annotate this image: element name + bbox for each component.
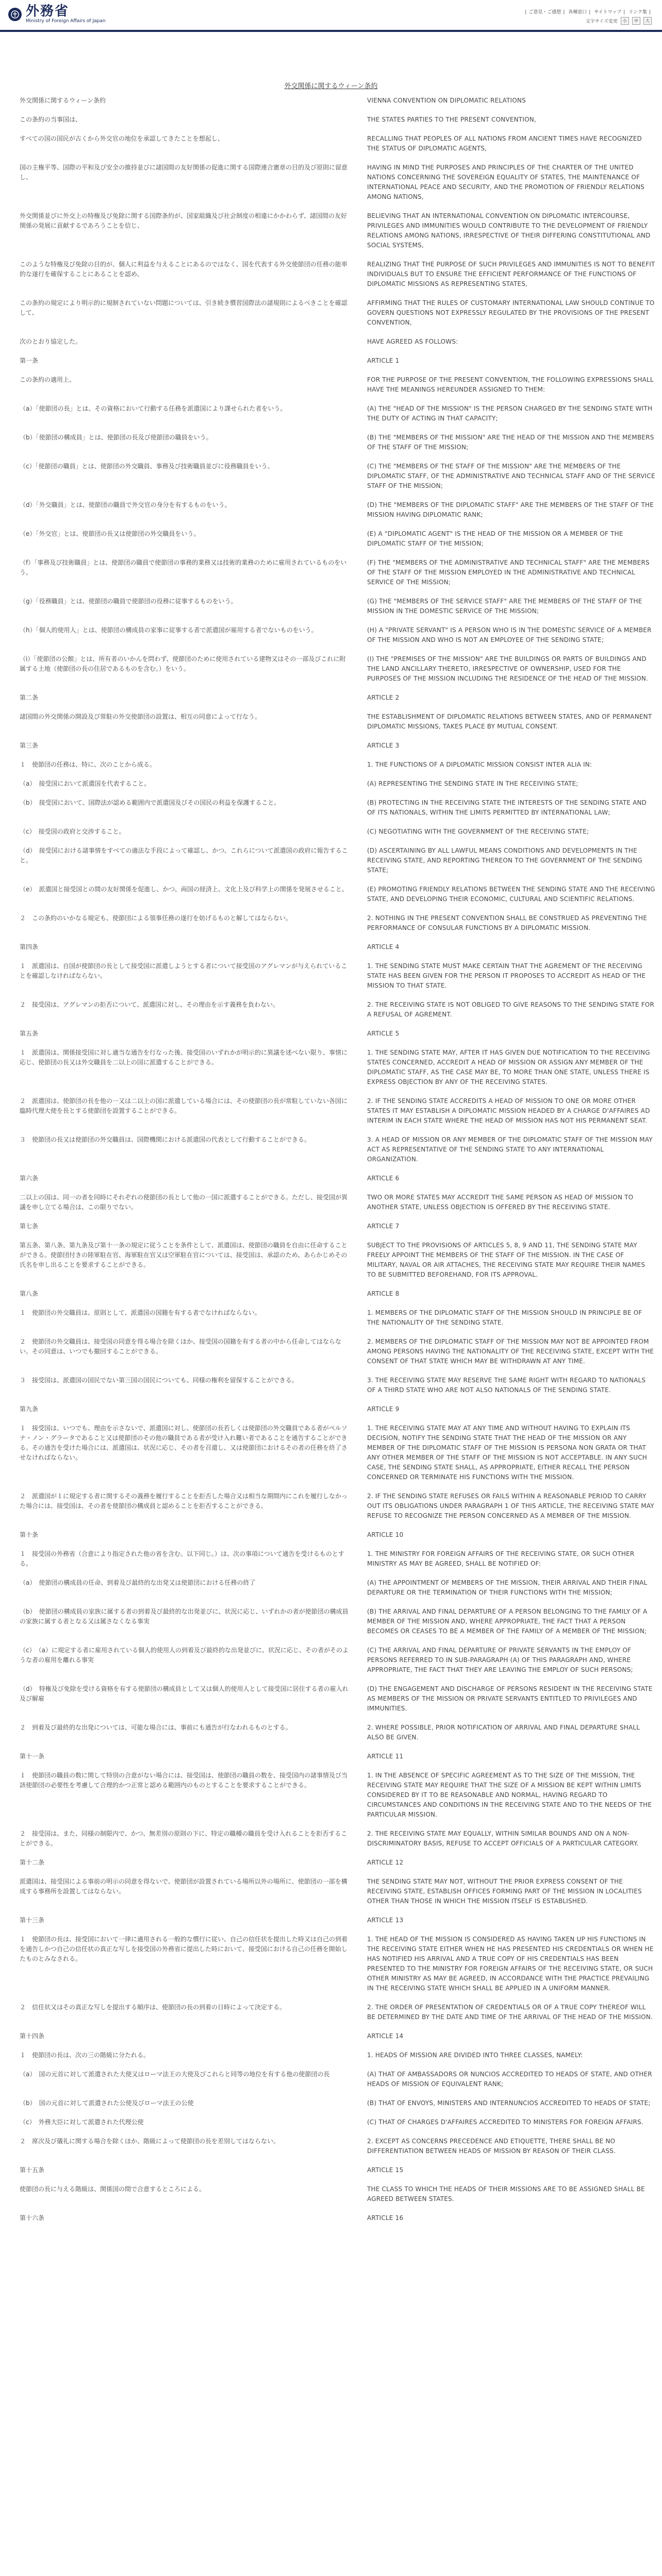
japanese-text: （e）「外交官」とは、使節団の長又は使節団の外交職員をいう。 (20, 530, 200, 537)
japanese-text: １ 使節団の長は、次の三の階級に分たれる。 (20, 2052, 150, 2059)
japanese-text: １ 使節団の外交職員は、原則として、派遣国の国籍を有する者でなければならない。 (20, 1309, 261, 1316)
table-row (12, 260, 656, 298)
table-row (12, 2184, 656, 2213)
japanese-text: （g）「役務職員」とは、使節団の職員で使節団の役務に従事するものをいう。 (20, 598, 237, 605)
table-row (12, 846, 656, 885)
japanese-text: 次のとおり協定した。 (20, 338, 82, 345)
english-text: 3. THE RECEIVING STATE MAY RESERVE THE SAME RIGHT WITH REGARD TO NATIONALS OF A THIRD STATE WHO ARE NOT ALSO NATIONALS OF THE SENDING STATE. (367, 1377, 646, 1394)
table-row (12, 1752, 656, 1771)
paulownia-crest-icon (8, 8, 22, 21)
table-row (12, 1530, 656, 1549)
table-row (12, 1096, 656, 1135)
english-text: (B) THE ARRIVAL AND FINAL DEPARTURE OF A PERSON BELONGING TO THE FAMILY OF A MEMBER OF THE MISSION AND, WHERE APPROPRIATE, THE FACT THAT A PERSON BECOMES OR CEASES TO BE A MEMBER OF THE FAMILY OF A MEMBER OF THE MISSION; (367, 1608, 648, 1635)
table-row (12, 693, 656, 712)
english-text: 1. THE FUNCTIONS OF A DIPLOMATIC MISSION CONSIST INTER ALIA IN: (367, 761, 592, 768)
table-row (12, 356, 656, 375)
japanese-text: ３ 接受国は、派遣国の国民でない第三国の国民についても、同様の権利を留保することができる。 (20, 1377, 298, 1384)
english-text: (C) THE "MEMBERS OF THE STAFF OF THE MISSION" ARE THE MEMBERS OF THE DIPLOMATIC STAFF, OF THE ADMINISTRATIVE AND TECHNICAL STAFF AND OF THE SERVICE STAFF OF THE MISSION; (367, 463, 655, 489)
japanese-text: ２ 派遣国が１に規定する者に関するその義務を履行することを拒否した場合又は相当な期間内にこれを履行しなかった場合には、接受国は、その者を使節団の構成員と認めることを拒否することができる。 (20, 1493, 348, 1510)
english-text: ARTICLE 7 (367, 1223, 400, 1230)
table-row (12, 500, 656, 529)
english-text: (F) THE "MEMBERS OF THE ADMINISTRATIVE AND TECHNICAL STAFF" ARE THE MEMBERS OF THE STAFF OF THE MISSION EMPLOYED IN THE ADMINISTRATIVE AND TECHNICAL SERVICE OF THE MISSION; (367, 559, 650, 586)
table-row (12, 298, 656, 337)
japanese-text: １ 使節団の長は、接受国において一律に適用される一般的な慣行に従い、自己の信任状を提出した時又は自己の到着を通告しかつ自己の信任状の真正な写しを接受国の外務省に提出した時において、接受国における自己の任務を開始したものとみなされる。 (20, 1936, 348, 1962)
english-text: (C) NEGOTIATING WITH THE GOVERNMENT OF THE RECEIVING STATE; (367, 828, 589, 835)
english-text: ARTICLE 3 (367, 742, 400, 749)
english-text: (I) THE "PREMISES OF THE MISSION" ARE THE BUILDINGS OR PARTS OF BUILDINGS AND THE LAND ANCILLARY THERETO, IRRESPECTIVE OF OWNERSHIP, USED FOR THE PURPOSES OF THE MISSION INCLUDING THE RESIDENCE OF THE HEAD OF THE MISSION. (367, 655, 649, 682)
link-feedback[interactable]: ご意見・ご感想 (528, 10, 561, 15)
japanese-text: ２ 接受国は、また、同様の制限内で、かつ、無差別の原則の下に、特定の職種の職員を受け入れることを拒否することができる。 (20, 1830, 347, 1847)
table-row (12, 2031, 656, 2050)
english-text: ARTICLE 14 (367, 2032, 404, 2040)
site-logo[interactable] (8, 4, 106, 24)
english-text: (C) THAT OF CHARGES D'AFFAIRES ACCREDITED TO MINISTERS FOR FOREIGN AFFAIRS. (367, 2119, 643, 2126)
table-row (12, 2003, 656, 2031)
english-text: (A) REPRESENTING THE SENDING STATE IN THE RECEIVING STATE; (367, 780, 578, 787)
link-windows[interactable]: 各種窓口 (568, 10, 587, 15)
english-text: 2. IF THE SENDING STATE REFUSES OR FAILS WITHIN A REASONABLE PERIOD TO CARRY OUT ITS OBLIGATIONS UNDER PARAGRAPH 1 OF THIS ARTICLE, THE RECEIVING STATE MAY REFUSE TO RECOGNIZE THE PERSON CONCERNED AS A MEMBER OF THE MISSION. (367, 1493, 654, 1519)
japanese-text: 第十二条 (20, 1859, 45, 1866)
table-row (12, 462, 656, 500)
japanese-text: （c） 外務大臣に対して派遣された代理公使 (20, 2119, 144, 2126)
table-row (12, 1337, 656, 1376)
english-text: ARTICLE 8 (367, 1290, 400, 1297)
link-links[interactable]: リンク集 (628, 10, 647, 15)
japanese-text: 第十五条 (20, 2166, 45, 2174)
table-row (12, 2137, 656, 2165)
table-row (12, 2050, 656, 2070)
english-text: THE CLASS TO WHICH THE HEADS OF THEIR MISSIONS ARE TO BE ASSIGNED SHALL BE AGREED BETWEEN STATES. (367, 2185, 645, 2202)
japanese-text: 二以上の国は、同一の者を同時にそれぞれの使節団の長として他の一国に派遣することができる。ただし、接受国が異議を申し立てる場合は、この限りでない。 (20, 1194, 348, 1211)
font-large-button[interactable]: 大 (643, 17, 652, 25)
english-text: (B) PROTECTING IN THE RECEIVING STATE THE INTERESTS OF THE SENDING STATE AND OF ITS NATIONALS, WITHIN THE LIMITS PERMITTED BY INTERNATIONAL LAW; (367, 799, 647, 816)
english-text: RECALLING THAT PEOPLES OF ALL NATIONS FROM ANCIENT TIMES HAVE RECOGNIZED THE STATUS OF DIPLOMATIC AGENTS, (367, 135, 642, 152)
english-text: ARTICLE 2 (367, 694, 400, 701)
english-text: ARTICLE 13 (367, 1917, 404, 1924)
table-row (12, 1241, 656, 1289)
japanese-text: 外交関係に関するウィーン条約 (20, 97, 106, 104)
english-text: 1. HEADS OF MISSION ARE DIVIDED INTO THREE CLASSES, NAMELY: (367, 2052, 583, 2059)
english-text: ARTICLE 12 (367, 1859, 404, 1866)
table-row (12, 827, 656, 846)
font-size-tools (586, 17, 652, 25)
japanese-text: 第四条 (20, 943, 39, 951)
table-row (12, 2165, 656, 2184)
table-row (12, 1916, 656, 1935)
table-row (12, 115, 656, 134)
table-row (12, 1193, 656, 1222)
japanese-text: この条約の規定により明示的に規制されていない問題については、引き続き慣習国際法の諸規則によるべきことを確認して、 (20, 299, 347, 316)
table-row (12, 1578, 656, 1607)
english-text: 2. THE RECEIVING STATE IS NOT OBLIGED TO GIVE REASONS TO THE SENDING STATE FOR A REFUSAL OF AGREMENT. (367, 1001, 654, 1018)
table-row (12, 712, 656, 741)
japanese-text: 第十条 (20, 1531, 39, 1538)
english-text: VIENNA CONVENTION ON DIPLOMATIC RELATIONS (367, 97, 526, 104)
japanese-text: （b） 国の元首に対して派遣された公使及びローマ法王の公使 (20, 2099, 194, 2107)
table-row (12, 1000, 656, 1029)
japanese-text: （d） 特権及び免除を受ける資格を有する使節団の構成員として又は個人的使用人として接受国に居住する者の雇入れ及び解雇 (20, 1685, 349, 1702)
japanese-text: （b） 使節団の構成員の家族に属する者の到着及び最終的な出発並びに、状況に応じ、いずれかの者が使節団の構成員の家族に属する者となる又は属さなくなる事実 (20, 1608, 349, 1625)
japanese-text: （a） 国の元首に対して派遣された大使又はローマ法王の大使及びこれらと同等の地位を有する他の使節団の長 (20, 2071, 330, 2078)
japanese-text: （i）「使節団の公館」とは、所有者のいかんを問わず、使節団のために使用されている建物又はその一部及びこれに附属する土地（使節団の長の住居であるものを含む。）をいう。 (20, 655, 346, 672)
japanese-text: 第五条 (20, 1030, 39, 1037)
table-row (12, 433, 656, 462)
logo-japanese: 外務省 (26, 4, 70, 19)
english-text: 2. IF THE SENDING STATE ACCREDITS A HEAD OF MISSION TO ONE OR MORE OTHER STATES IT MAY ESTABLISH A DIPLOMATIC MISSION HEADED BY A CHARGE D'AFFAIRES AD INTERIM IN EACH STATE WHERE THE HEAD OF MISSION HAS NOT HIS PERMANENT SEAT. (367, 1097, 650, 1124)
japanese-text: 国の主権平等、国際の平和及び安全の維持並びに諸国間の友好関係の促進に関する国際連合憲章の目的及び原則に留意し、 (20, 164, 348, 181)
english-text: ARTICLE 6 (367, 1175, 400, 1182)
table-row (12, 885, 656, 913)
japanese-text: １ 使節団の職員の数に関して特別の合意がない場合には、接受国は、使節団の職員の数を、接受国内の諸事情及び当該使節団の必要性を考慮して合理的かつ正常と認める範囲内のものとすることを要求することができる。 (20, 1772, 348, 1789)
treaty-document (12, 80, 655, 2232)
japanese-text: 第十一条 (20, 1753, 45, 1760)
japanese-text: この条約の適用上、 (20, 376, 76, 383)
japanese-text: １ 接受国の外務省（合意により指定された他の省を含む。以下同じ。）は、次の事項について通告を受けるものとする。 (20, 1550, 344, 1567)
english-text: 2. MEMBERS OF THE DIPLOMATIC STAFF OF THE MISSION MAY NOT BE APPOINTED FROM AMONG PERSONS HAVING THE NATIONALITY OF THE RECEIVING STATE, EXCEPT WITH THE CONSENT OF THAT STATE WHICH MAY BE WITHDRAWN AT ANY TIME. (367, 1338, 654, 1365)
table-row (12, 597, 656, 625)
english-text: (B) THE "MEMBERS OF THE MISSION" ARE THE HEAD OF THE MISSION AND THE MEMBERS OF THE STAFF OF THE MISSION; (367, 434, 654, 451)
english-text: AFFIRMING THAT THE RULES OF CUSTOMARY INTERNATIONAL LAW SHOULD CONTINUE TO GOVERN QUESTIONS NOT EXPRESSLY REGULATED BY THE PROVISIONS OF THE PRESENT CONVENTION, (367, 299, 655, 326)
japanese-text: ２ 信任状又はその真正な写しを提出する順序は、使節団の長の到着の日時によって決定する。 (20, 2004, 286, 2011)
japanese-text: 第十四条 (20, 2032, 45, 2040)
font-small-button[interactable]: 小 (621, 17, 629, 25)
table-row (12, 1492, 656, 1530)
english-text: ARTICLE 10 (367, 1531, 404, 1538)
english-text: ARTICLE 9 (367, 1405, 400, 1413)
japanese-text: ２ 使節団の外交職員は、接受国の同意を得る場合を除くほか、接受国の国籍を有する者の中から任命してはならない。その同意は、いつでも撤回することができる。 (20, 1338, 342, 1355)
english-text: THE SENDING STATE MAY NOT, WITHOUT THE PRIOR EXPRESS CONSENT OF THE RECEIVING STATE, ESTABLISH OFFICES FORMING PART OF THE MISSION IN LOCALITIES OTHER THAN THOSE IN WHICH THE MISSION ITSELF IS ESTABLISHED. (367, 1878, 642, 1905)
english-text: (D) ASCERTAINING BY ALL LAWFUL MEANS CONDITIONS AND DEVELOPMENTS IN THE RECEIVING STATE, AND REPORTING THEREON TO THE GOVERNMENT OF THE SENDING STATE; (367, 847, 642, 874)
table-row (12, 1771, 656, 1829)
table-row (12, 1376, 656, 1404)
english-text: (D) THE ENGAGEMENT AND DISCHARGE OF PERSONS RESIDENT IN THE RECEIVING STATE AS MEMBERS OF THE MISSION OR PRIVATE SERVANTS ENTITLED TO PRIVILEGES AND IMMUNITIES. (367, 1685, 653, 1712)
english-text: (A) THAT OF AMBASSADORS OR NUNCIOS ACCREDITED TO HEADS OF STATE, AND OTHER HEADS OF MISSION OF EQUIVALENT RANK; (367, 2071, 652, 2088)
japanese-text: １ 使節団の任務は、特に、次のことから成る。 (20, 761, 156, 768)
english-text: (H) A "PRIVATE SERVANT" IS A PERSON WHO IS IN THE DOMESTIC SERVICE OF A MEMBER OF THE MISSION AND WHO IS NOT AN EMPLOYEE OF THE SENDING STATE; (367, 626, 652, 643)
japanese-text: ２ この条約のいかなる規定も、使節団による領事任務の遂行を妨げるものと解してはならない。 (20, 914, 292, 922)
english-text: ARTICLE 1 (367, 357, 400, 364)
japanese-text: （f）「事務及び技術職員」とは、使節団の職員で使節団の事務的業務又は技術的業務のために雇用されているものをいう。 (20, 559, 347, 576)
japanese-text: ２ 到着及び最終的な出発については、可能な場合には、事前にも通告が行なわれるものとする。 (20, 1724, 292, 1731)
japanese-text: （a）「使節団の長」とは、その資格において行動する任務を派遣国により課せられた者をいう。 (20, 405, 287, 412)
japanese-text: （c） （a）に規定する者に雇用されている個人的使用人の到着及び最終的な出発並びに、状況に応じ、その者がそのような者の雇用を離れる事実 (20, 1647, 349, 1664)
table-row (12, 404, 656, 433)
english-text: (G) THE "MEMBERS OF THE SERVICE STAFF" ARE THE MEMBERS OF THE STAFF OF THE MISSION IN THE DOMESTIC SERVICE OF THE MISSION; (367, 598, 642, 615)
table-row (12, 1222, 656, 1241)
english-text: 2. EXCEPT AS CONCERNS PRECEDENCE AND ETIQUETTE, THERE SHALL BE NO DIFFERENTIATION BETWEEN HEADS OF MISSION BY REASON OF THEIR CLASS. (367, 2138, 616, 2155)
japanese-text: 第三条 (20, 742, 39, 749)
english-text: REALIZING THAT THE PURPOSE OF SUCH PRIVILEGES AND IMMUNITIES IS NOT TO BENEFIT INDIVIDUALS BUT TO ENSURE THE EFFICIENT PERFORMANCE OF THE FUNCTIONS OF DIPLOMATIC MISSIONS AS REPRESENTING STATES, (367, 261, 655, 287)
english-text: ARTICLE 5 (367, 1030, 400, 1037)
english-text: (A) THE "HEAD OF THE MISSION" IS THE PERSON CHARGED BY THE SENDING STATE WITH THE DUTY OF ACTING IN THAT CAPACITY; (367, 405, 653, 422)
table-row (12, 134, 656, 163)
table-row (12, 1549, 656, 1578)
japanese-text: 第十六条 (20, 2214, 45, 2222)
font-medium-button[interactable]: 中 (632, 17, 640, 25)
english-text: SUBJECT TO THE PROVISIONS OF ARTICLES 5, 8, 9 AND 11, THE SENDING STATE MAY FREELY APPOINT THE MEMBERS OF THE STAFF OF THE MISSION. IN THE CASE OF MILITARY, NAVAL OR AIR ATTACHES, THE RECEIVING STATE MAY REQUIRE THEIR NAMES TO BE SUBMITTED BEFOREHAND, FOR ITS APPROVAL. (367, 1242, 646, 1278)
english-text: 1. IN THE ABSENCE OF SPECIFIC AGREEMENT AS TO THE SIZE OF THE MISSION, THE RECEIVING STATE MAY REQUIRE THAT THE SIZE OF A MISSION BE KEPT WITHIN LIMITS CONSIDERED BY IT TO BE REASONABLE AND NORMAL, HAVING REGARD TO CIRCUMSTANCES AND CONDITIONS IN THE RECEIVING STATE AND TO THE NEEDS OF THE PARTICULAR MISSION. (367, 1772, 652, 1818)
japanese-text: １ 接受国は、いつでも、理由を示さないで、派遣国に対し、使節団の長若しくは使節団の外交職員である者がペルソナ・ノン・グラータであること又は使節団のその他の職員である者が受け入れ難い者であることを通告することができる。その通告を受けた場合には、派遣国は、状況に応じ、その者を召還し、又は使節団におけるその者の任務を終了させなければならない。 (20, 1425, 348, 1461)
japanese-text: （d）「外交職員」とは、使節団の職員で外交官の身分を有するものをいう。 (20, 501, 231, 509)
japanese-text: （d） 接受国における諸事情をすべての適法な手段によって確認し、かつ、これらについて派遣国の政府に報告すること。 (20, 847, 348, 864)
table-row (12, 2213, 656, 2232)
japanese-text: 第二条 (20, 694, 39, 701)
table-row (12, 741, 656, 760)
table-row (12, 760, 656, 779)
japanese-text: ２ 派遣国は、使節団の長を他の一又は二以上の国に派遣している場合には、その使節団の長が常駐していない各国に臨時代理大使を長とする使節団を設置することができる。 (20, 1097, 348, 1114)
table-row (12, 779, 656, 798)
japanese-text: ２ 接受国は、アグレマンの拒否について、派遣国に対し、その理由を示す義務を負わない。 (20, 1001, 279, 1008)
table-row (12, 1423, 656, 1492)
table-row (12, 1646, 656, 1684)
japanese-text: 第五条、第八条、第九条及び第十一条の規定に従うことを条件として、派遣国は、使節団の職員を自由に任命することができる。使節団付きの陸軍駐在官、海軍駐在官又は空軍駐在官については、接受国は、承認のため、あらかじめその氏名を申し出ることを要求することができる。 (20, 1242, 347, 1268)
table-row (12, 1858, 656, 1877)
treaty-table (12, 96, 656, 2232)
table-row (12, 1029, 656, 1048)
english-text: ARTICLE 16 (367, 2214, 404, 2222)
table-row (12, 1607, 656, 1646)
table-row (12, 1174, 656, 1193)
english-text: TWO OR MORE STATES MAY ACCREDIT THE SAME PERSON AS HEAD OF MISSION TO ANOTHER STATE, UNLESS OBJECTION IS OFFERED BY THE RECEIVING STATE. (367, 1194, 634, 1211)
logo-english: Ministry of Foreign Affairs of Japan (26, 19, 106, 24)
table-row (12, 337, 656, 356)
english-text: (E) PROMOTING FRIENDLY RELATIONS BETWEEN THE SENDING STATE AND THE RECEIVING STATE, AND DEVELOPING THEIR ECONOMIC, CULTURAL AND SCIENTIFIC RELATIONS. (367, 886, 655, 903)
site-header (0, 0, 662, 32)
english-text: HAVING IN MIND THE PURPOSES AND PRINCIPLES OF THE CHARTER OF THE UNITED NATIONS CONCERNING THE SOVEREIGN EQUALITY OF STATES, THE MAINTENANCE OF INTERNATIONAL PEACE AND SECURITY, AND THE PROMOTION OF FRIENDLY RELATIONS AMONG NATIONS, (367, 164, 644, 200)
table-row (12, 1404, 656, 1423)
font-size-label: 文字サイズ変更 (585, 19, 618, 24)
japanese-text: 外交関係並びに外交上の特権及び免除に関する国際条約が、国家組織及び社会制度の相違にかかわらず、諸国間の友好関係の発展に貢献するであろうことを信じ、 (20, 212, 347, 229)
japanese-text: 第六条 (20, 1175, 39, 1182)
japanese-text: （h）「個人的使用人」とは、使節団の構成員の家事に従事する者で派遣国が雇用する者でないものをいう。 (20, 626, 318, 634)
table-row (12, 2117, 656, 2137)
english-text: 2. WHERE POSSIBLE, PRIOR NOTIFICATION OF ARRIVAL AND FINAL DEPARTURE SHALL ALSO BE GIVEN. (367, 1724, 640, 1741)
table-row (12, 1723, 656, 1752)
japanese-text: ２ 席次及び儀礼に関する場合を除くほか、階級によって使節団の長を差別してはならない。 (20, 2138, 280, 2145)
table-row (12, 1048, 656, 1096)
japanese-text: （b） 接受国において、国際法が認める範囲内で派遣国及びその国民の利益を保護すること。 (20, 799, 280, 806)
japanese-text: （c）「使節団の職員」とは、使節団の外交職員、事務及び技術職員並びに役務職員をいう。 (20, 463, 274, 470)
english-text: THE STATES PARTIES TO THE PRESENT CONVENTION, (367, 116, 536, 123)
english-text: 2. THE RECEIVING STATE MAY EQUALLY, WITHIN SIMILAR BOUNDS AND ON A NON-DISCRIMINATORY BASIS, REFUSE TO ACCEPT OFFICIALS OF A PARTICULAR CATEGORY. (367, 1830, 639, 1847)
english-text: (B) THAT OF ENVOYS, MINISTERS AND INTERNUNCIOS ACCREDITED TO HEADS OF STATE; (367, 2099, 651, 2107)
japanese-text: １ 派遣国は、関係接受国に対し適当な通告を行なった後、接受国のいずれかが明示的に異議を述べない限り、事情に応じ、使節団の長又は外交職員を二以上の国に派遣することができる。 (20, 1049, 348, 1066)
table-row (12, 96, 656, 115)
table-row (12, 798, 656, 827)
english-text: BELIEVING THAT AN INTERNATIONAL CONVENTION ON DIPLOMATIC INTERCOURSE, PRIVILEGES AND IMMUNITIES WOULD CONTRIBUTE TO THE DEVELOPMENT OF FRIENDLY RELATIONS AMONG NATIONS, IRRESPECTIVE OF THEIR DIFFERING CONSTITUTIONAL AND SOCIAL SYSTEMS, (367, 212, 651, 249)
japanese-text: このような特権及び免除の目的が、個人に利益を与えることにあるのではなく、国を代表する外交使節団の任務の能率的な遂行を確保することにあることを認め、 (20, 261, 347, 278)
english-text: 2. NOTHING IN THE PRESENT CONVENTION SHALL BE CONSTRUED AS PREVENTING THE PERFORMANCE OF CONSULAR FUNCTIONS BY A DIPLOMATIC MISSION. (367, 914, 648, 931)
japanese-text: 第九条 (20, 1405, 39, 1413)
table-row (12, 1684, 656, 1723)
page-title: 外交関係に関するウィーン条約 (284, 82, 378, 90)
table-row (12, 913, 656, 942)
table-row (12, 961, 656, 1000)
english-text: 1. THE HEAD OF THE MISSION IS CONSIDERED AS HAVING TAKEN UP HIS FUNCTIONS IN THE RECEIVING STATE EITHER WHEN HE HAS PRESENTED HIS CREDENTIALS OR WHEN HE HAS NOTIFIED HIS ARRIVAL AND A TRUE COPY OF HIS CREDENTIALS HAS BEEN PRESENTED TO THE MINISTRY FOR FOREIGN AFFAIRS OF THE RECEIVING STATE, OR SUCH OTHER MINISTRY AS MAY BE AGREED, IN ACCORDANCE WITH THE PRACTICE PREVAILING IN THE RECEIVING STATE WHICH SHALL BE APPLIED IN A UNIFORM MANNER. (367, 1936, 654, 1992)
english-text: 1. THE RECEIVING STATE MAY AT ANY TIME AND WITHOUT HAVING TO EXPLAIN ITS DECISION, NOTIFY THE SENDING STATE THAT THE HEAD OF THE MISSION OR ANY MEMBER OF THE DIPLOMATIC STAFF OF THE MISSION IS PERSONA NON GRATA OR THAT ANY OTHER MEMBER OF THE STAFF OF THE MISSION IS NOT ACCEPTABLE. IN ANY SUCH CASE, THE SENDING STATE SHALL, AS APPROPRIATE, EITHER RECALL THE PERSON CONCERNED OR TERMINATE HIS FUNCTIONS WITH THE MISSION. (367, 1425, 647, 1481)
table-row (12, 1935, 656, 2003)
japanese-text: すべての国の国民が古くから外交官の地位を承認してきたことを想起し、 (20, 135, 224, 142)
table-row (12, 558, 656, 597)
english-text: (C) THE ARRIVAL AND FINAL DEPARTURE OF PRIVATE SERVANTS IN THE EMPLOY OF PERSONS REFERRED TO IN SUB-PARAGRAPH (A) OF THIS PARAGRAPH AND, WHERE APPROPRIATE, THE FACT THAT THEY ARE LEAVING THE EMPLOY OF SUCH PERSONS; (367, 1647, 633, 1673)
header-links: | ご意見・ご感想 | 各種窓口 | サイトマップ | リンク集 | (525, 10, 651, 15)
english-text: (E) A "DIPLOMATIC AGENT" IS THE HEAD OF THE MISSION OR A MEMBER OF THE DIPLOMATIC STAFF OF THE MISSION; (367, 530, 623, 547)
table-row (12, 375, 656, 404)
table-row (12, 163, 656, 211)
japanese-text: （b）「使節団の構成員」とは、使節団の長及び使節団の職員をいう。 (20, 434, 212, 441)
english-text: ARTICLE 11 (367, 1753, 404, 1760)
link-sitemap[interactable]: サイトマップ (594, 10, 622, 15)
english-text: ARTICLE 4 (367, 943, 400, 951)
table-row (12, 1308, 656, 1337)
japanese-text: 第一条 (20, 357, 39, 364)
table-row (12, 211, 656, 260)
english-text: (D) THE "MEMBERS OF THE DIPLOMATIC STAFF" ARE THE MEMBERS OF THE STAFF OF THE MISSION HAVING DIPLOMATIC RANK; (367, 501, 654, 518)
english-text: 1. THE SENDING STATE MAY, AFTER IT HAS GIVEN DUE NOTIFICATION TO THE RECEIVING STATES CONCERNED, ACCREDIT A HEAD OF MISSION OR ASSIGN ANY MEMBER OF THE DIPLOMATIC STAFF, AS THE CASE MAY BE, TO MORE THAN ONE STATE, UNLESS THERE IS EXPRESS OBJECTION BY ANY OF THE RECEIVING STATES. (367, 1049, 650, 1086)
table-row (12, 2070, 656, 2098)
table-row (12, 2098, 656, 2117)
english-text: THE ESTABLISHMENT OF DIPLOMATIC RELATIONS BETWEEN STATES, AND OF PERMANENT DIPLOMATIC MISSIONS, TAKES PLACE BY MUTUAL CONSENT. (367, 713, 652, 730)
japanese-text: （a） 接受国において派遣国を代表すること。 (20, 780, 151, 787)
japanese-text: 使節団の長に与える階級は、関係国の間で合意するところによる。 (20, 2185, 206, 2193)
japanese-text: 諸国間の外交関係の開設及び常駐の外交使節団の設置は、相互の同意によって行なう。 (20, 713, 261, 720)
table-row (12, 1877, 656, 1916)
japanese-text: この条約の当事国は、 (20, 116, 82, 123)
japanese-text: （e） 派遣国と接受国との間の友好関係を促進し、かつ、両国の経済上、文化上及び科学上の関係を発展させること。 (20, 886, 348, 893)
japanese-text: 派遣国は、接受国による事前の明示の同意を得ないで、使節団が設置されている場所以外の場所に、使節団の一部を構成する事務所を設置してはならない。 (20, 1878, 347, 1895)
japanese-text: １ 派遣国は、自国が使節団の長として接受国に派遣しようとする者について接受国のアグレマンが与えられていることを確認しなければならない。 (20, 962, 347, 979)
table-row (12, 1135, 656, 1174)
table-row (12, 625, 656, 654)
english-text: FOR THE PURPOSE OF THE PRESENT CONVENTION, THE FOLLOWING EXPRESSIONS SHALL HAVE THE MEANINGS HEREUNDER ASSIGNED TO THEM: (367, 376, 654, 393)
table-row (12, 1289, 656, 1308)
japanese-text: ３ 使節団の長又は使節団の外交職員は、国際機関における派遣国の代表として行動することができる。 (20, 1136, 311, 1143)
english-text: ARTICLE 15 (367, 2166, 404, 2174)
japanese-text: 第八条 (20, 1290, 39, 1297)
japanese-text: 第七条 (20, 1223, 39, 1230)
english-text: 2. THE ORDER OF PRESENTATION OF CREDENTIALS OR OF A TRUE COPY THEREOF WILL BE DETERMINED BY THE DATE AND TIME OF THE ARRIVAL OF THE HEAD OF THE MISSION. (367, 2004, 653, 2021)
table-row (12, 1829, 656, 1858)
japanese-text: （c） 接受国の政府と交渉すること。 (20, 828, 125, 835)
japanese-text: 第十三条 (20, 1917, 45, 1924)
english-text: 1. THE SENDING STATE MUST MAKE CERTAIN THAT THE AGREMENT OF THE RECEIVING STATE HAS BEEN GIVEN FOR THE PERSON IT PROPOSES TO ACCREDIT AS HEAD OF THE MISSION TO THAT STATE. (367, 962, 646, 989)
english-text: 1. THE MINISTRY FOR FOREIGN AFFAIRS OF THE RECEIVING STATE, OR SUCH OTHER MINISTRY AS MAY BE AGREED, SHALL BE NOTIFIED OF: (367, 1550, 635, 1567)
english-text: HAVE AGREED AS FOLLOWS: (367, 338, 458, 345)
table-row (12, 654, 656, 693)
english-text: 3. A HEAD OF MISSION OR ANY MEMBER OF THE DIPLOMATIC STAFF OF THE MISSION MAY ACT AS REPRESENTATIVE OF THE SENDING STATE TO ANY INTERNATIONAL ORGANIZATION. (367, 1136, 653, 1163)
japanese-text: （a） 使節団の構成員の任命、到着及び最終的な出発又は使節団における任務の終了 (20, 1579, 256, 1586)
english-text: 1. MEMBERS OF THE DIPLOMATIC STAFF OF THE MISSION SHOULD IN PRINCIPLE BE OF THE NATIONALITY OF THE SENDING STATE. (367, 1309, 642, 1326)
english-text: (A) THE APPOINTMENT OF MEMBERS OF THE MISSION, THEIR ARRIVAL AND THEIR FINAL DEPARTURE OR THE TERMINATION OF THEIR FUNCTIONS WITH THE MISSION; (367, 1579, 648, 1596)
table-row (12, 942, 656, 961)
table-row (12, 529, 656, 558)
